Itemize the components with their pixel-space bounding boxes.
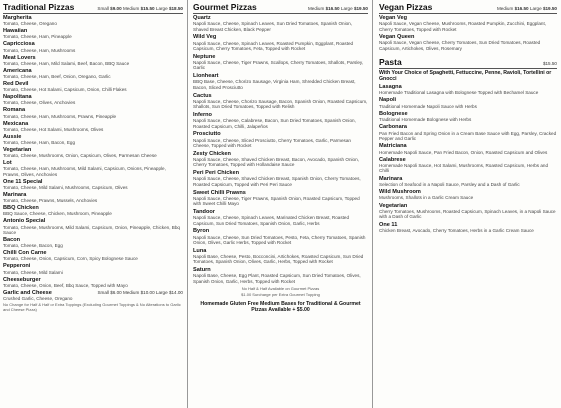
menu-item xyxy=(3,160,183,177)
item-description: Crushed Garlic, Cheese, Oregano xyxy=(3,296,73,302)
item-description: Tomato, Cheese, Onion, Beef, Bbq Sauce, Topped with Mayo xyxy=(3,282,128,288)
item-name: Wild Mushroom xyxy=(379,189,421,196)
vegan-pasta-column xyxy=(372,0,561,408)
menu-item xyxy=(193,228,368,245)
menu-item xyxy=(3,263,183,275)
item-name: Marinara xyxy=(3,192,27,199)
item-name: Hawaiian xyxy=(3,28,28,35)
menu-item xyxy=(379,157,557,174)
item-description: Napoli Sauce, Cheese, Spinach Leaves, Roasted Pumpkin, Eggplant, Roasted Capsicum, Cherry Tomatoes, Feta, Topped with Rocket xyxy=(193,40,354,52)
item-description: Napoli Sauce, Cheese, Sliced Prosciutto, Cherry Tomatoes, Garlic, Parmesan Cheese, Topped with Rocket xyxy=(193,137,351,149)
item-name: Marinara xyxy=(379,175,403,182)
menu-item xyxy=(3,218,183,235)
item-name: Inferno xyxy=(193,112,212,119)
item-name: Zesty Chicken xyxy=(193,150,231,157)
item-description: BBQ Sauce, Cheese, Chicken, Mushroom, Pineapple xyxy=(3,211,112,217)
item-name: Lasagna xyxy=(379,83,402,90)
item-name: Vegetarian xyxy=(379,202,408,209)
item-description: Tomato, Cheese, Ham, Mushrooms xyxy=(3,47,76,53)
item-description: Pan Fried Bacon and Spring Onion in a Cream Base Sauce with Egg, Parsley, Cracked Pepper and Garlic xyxy=(379,130,557,142)
item-name: Garlic and Cheese xyxy=(3,289,52,296)
menu-item xyxy=(379,15,557,32)
menu-item xyxy=(3,94,183,106)
item-description: Napoli Sauce, Cheese, Tiger Prawns, Scallops, Cherry Tomatoes, Shallots, Parsley, Garlic xyxy=(193,60,364,71)
traditional-sizes: Small $9.00 Medium $15.50 Large $18.50 xyxy=(97,6,183,11)
item-name: Lot xyxy=(3,160,12,167)
menu-item xyxy=(3,55,183,67)
traditional-header xyxy=(3,2,183,14)
item-description: Tomato, Cheese, Hot Salami, Mushrooms, Olives xyxy=(3,126,104,132)
item-description: Tomato, Cheese, Mild Salami xyxy=(3,269,63,275)
pasta-price: $15.50 xyxy=(542,60,557,66)
gourmet-header xyxy=(193,2,368,14)
menu-item xyxy=(193,151,368,168)
item-name: Romana xyxy=(3,107,26,114)
menu-item xyxy=(3,28,183,40)
menu-item xyxy=(3,15,183,27)
item-description: Napoli Sauce, Vegan Cheese, Mushrooms, Roasted Pumpkin, Zucchini, Eggplant, Cherry Tomatoes, Topped with Rocket xyxy=(379,21,546,32)
item-name: Capricciosa xyxy=(3,41,35,48)
item-description: Napoli Sauce, Cheese, Shaved Chicken Breast, Spanish Onion, Cherry Tomatoes, Roasted Capsicum, Topped with Peri Peri Sauce xyxy=(193,176,361,187)
item-name: Matriciana xyxy=(379,143,407,150)
menu-item xyxy=(3,250,183,262)
vegan-header xyxy=(379,2,557,14)
item-name: Carbonara xyxy=(379,124,407,131)
item-name: Cheeseburger xyxy=(3,276,41,283)
item-name: Cactus xyxy=(193,92,212,99)
item-description: Tomato, Cheese, Ham, Beef, Onion, Oregano, Garlic xyxy=(3,74,111,80)
item-name: BBQ Chicken xyxy=(3,205,39,212)
item-description: Tomato, Cheese, Oregano xyxy=(3,21,57,27)
vegan-title: Vegan Pizzas xyxy=(379,2,433,12)
item-name: Byron xyxy=(193,228,210,235)
item-name: Sweet Chilli Prawns xyxy=(193,189,246,196)
traditional-list xyxy=(3,15,183,288)
item-description: Tomato, Cheese, Ham, Pineapple xyxy=(3,34,72,40)
menu-item-garlic-cheese xyxy=(3,290,183,302)
gourmet-list xyxy=(193,15,368,284)
item-name: Wild Veg xyxy=(193,34,217,41)
pasta-intro: With Your Choice of Spaghetti, Fettuccine, Penne, Ravioli, Tortellini or Gnocci xyxy=(379,69,552,82)
menu-item xyxy=(193,267,368,284)
item-description: Napoli Sauce, Cheese, Shaved Chicken Breast, Bacon, Avocado, Spanish Onion, Cherry Tomatoes, Topped with Hollandaise Sauce xyxy=(193,157,359,168)
menu-item xyxy=(3,81,183,93)
item-name: Aussie xyxy=(3,133,22,140)
item-description: Napoli Sauce, Cheese, Calabrese, Bacon, Sun Dried Tomatoes, Spanish Onion, Roasted Capsicum, Chilli, Jalapeños xyxy=(193,118,356,129)
vegan-sizes: Medium $16.50 Large $19.50 xyxy=(496,6,557,11)
item-description: BBQ Base, Cheese, Chorizo Sausage, Virginia Ham, Shredded Chicken Breast, Bacon, Sliced Prosciutto xyxy=(193,79,356,90)
menu-item xyxy=(193,170,368,187)
menu-item xyxy=(379,176,557,188)
gourmet-sizes: Medium $16.50 Large $19.50 xyxy=(307,6,368,11)
gourmet-note-1: No Half & Half Available on Gourmet Pizzas xyxy=(241,285,320,291)
item-name: Meat Lovers xyxy=(3,54,36,61)
item-description: Napoli Base, Cheese, Pesto, Bocconcini, Artichokes, Roasted Capsicum, Sun Dried Tomatoes, Spanish Onion, Olives, Garlic, Herbs, Topped with Rocket xyxy=(193,254,364,265)
pasta-list xyxy=(379,84,557,233)
menu-item xyxy=(193,112,368,129)
item-description: Tomato, Cheese, Mild Salami, Mushrooms, Capsicum, Olives xyxy=(3,185,128,191)
menu-item xyxy=(3,192,183,204)
item-description: Tomato, Cheese, Hot Salami, Capsicum, Onion, Chilli Flakes xyxy=(3,87,127,93)
menu-item xyxy=(379,203,557,220)
menu-item xyxy=(193,15,368,32)
item-price: Small $6.00 Medium $10.00 Large $14.00 xyxy=(97,289,183,295)
gourmet-title: Gourmet Pizzas xyxy=(193,2,257,12)
item-name: Luna xyxy=(193,247,207,254)
menu-item xyxy=(379,189,557,201)
item-name: Napolitana xyxy=(3,94,32,101)
item-name: Saturn xyxy=(193,267,211,274)
item-name: Bolognese xyxy=(379,110,408,117)
item-name: Vegan Queen xyxy=(379,33,415,40)
item-name: Mexicana xyxy=(3,120,29,127)
menu-item xyxy=(379,222,557,234)
item-name: Napoli xyxy=(379,97,397,104)
item-description: Napoli Sauce, Cheese, Sun Dried Tomatoes, Pesto, Feta, Cherry Tomatoes, Spanish Onion, Olives, Garlic Herbs, Topped with Rocket xyxy=(193,234,366,246)
menu-item xyxy=(3,68,183,80)
item-name: Bacon xyxy=(3,237,21,244)
item-description: Chicken Breast, Avocado, Cherry Tomatoes, Herbs in a Garlic Cream Sauce xyxy=(379,227,534,233)
menu-item xyxy=(379,111,557,123)
menu-item xyxy=(379,124,557,141)
item-description: Tomato, Cheese, Ham, Mild Salami, Beef, Bacon, BBQ Sauce xyxy=(3,60,130,66)
item-description: Tomato, Cheese, Ham, Mushrooms, Prawns, Pineapple xyxy=(3,113,117,119)
menu-item xyxy=(3,41,183,53)
menu-item xyxy=(379,84,557,96)
item-name: Calabrese xyxy=(379,156,406,163)
menu-item xyxy=(3,121,183,133)
gluten-free-banner: Homemade Gluten Free Medium Bases for Traditional & Gourmet Pizzas Available + $5.00 xyxy=(200,300,361,314)
item-description: Napoli Sauce, Cheese, Tiger Prawns, Spanish Onion, Roasted Capsicum, Topped with Sweet Chilli Mayo xyxy=(193,195,360,207)
menu-item xyxy=(193,248,368,265)
item-name: Antonio Special xyxy=(3,218,46,225)
item-description: Napoli Sauce, Cheese, Spinach Leaves, Sun Dried Tomatoes, Spanish Onion, Shaved Breast Chicken, Black Pepper xyxy=(193,21,353,32)
item-name: Vegan Veg xyxy=(379,15,407,21)
footnote: No Change for Half & Half or Extra Toppings (Excluding Gourmet Toppings & No Alterations to Garlic and Cheese Pizza) xyxy=(3,302,181,312)
item-description: Tomato, Cheese, Bacon, Egg xyxy=(3,243,63,249)
item-name: Prosciutto xyxy=(193,131,221,138)
item-name: One 11 xyxy=(379,221,398,228)
item-description: Napoli Sauce, Cheese, Spinach Leaves, Marinated Chicken Breast, Roasted Capsicum, Sun Dried Tomatoes, Spanish Onion, Garlic, Herbs xyxy=(193,215,350,226)
menu-item xyxy=(379,34,557,51)
menu-item xyxy=(193,93,368,110)
menu-item xyxy=(193,190,368,207)
item-description: Cherry Tomatoes, Mushrooms, Roasted Capsicum, Spinach Leaves, in a Napoli Sauce with a Dash of Garlic xyxy=(379,208,556,220)
item-name: Lionheart xyxy=(193,73,219,80)
menu-item xyxy=(3,179,183,191)
gourmet-pizzas-column xyxy=(187,0,372,408)
item-name: Americana xyxy=(3,67,32,74)
pasta-header xyxy=(379,57,557,69)
item-description: Tomato, Cheese, Mushrooms, Mild Salami, Capsicum, Onion, Pineapple, Chicken, Bbq Sauce xyxy=(3,224,180,236)
menu-item xyxy=(193,54,368,71)
menu-item xyxy=(3,237,183,249)
item-description: Tomato, Cheese, Ham, Mushrooms, Mild Salami, Capsicum, Onions, Pineapple, Prawns, Olives, Anchovies xyxy=(3,166,166,177)
item-description: Napoli Base, Cheese, Egg Plant, Roasted Capsicum, Sun Dried Tomatoes, Olives, Spanish Onion, Garlic, Herbs, Topped with Rocket xyxy=(193,273,361,284)
menu-item xyxy=(3,205,183,217)
item-name: Quartz xyxy=(193,15,211,21)
item-description: Tomato, Cheese, Prawns, Mussels, Anchovies xyxy=(3,198,98,204)
item-description: Tomato, Cheese, Mushrooms, Onion, Capsicum, Olives, Parmesan Cheese xyxy=(3,153,157,159)
menu-item xyxy=(3,134,183,146)
item-description: Tomato, Cheese, Olives, Anchovies xyxy=(3,100,76,106)
item-description: Tomato, Cheese, Ham, Bacon, Egg xyxy=(3,140,76,146)
item-description: Napoli Sauce, Cheese, Chorizo Sausage, Bacon, Spanish Onion, Roasted Capsicum, Shallots, Sun Dried Tomatoes, Topped with Relish xyxy=(193,98,368,110)
item-description: Selection of Seafood in a Napoli Sauce, Parsley and a Dash of Garlic xyxy=(379,181,520,187)
item-name: Neptune xyxy=(193,53,216,60)
menu-item xyxy=(379,143,557,155)
traditional-pizzas-column xyxy=(0,0,187,408)
menu-item xyxy=(379,97,557,109)
item-description: Homemade Traditional Lasagna with Bolognese Topped with Bechamel Sauce xyxy=(379,90,539,96)
item-name: Peri Peri Chicken xyxy=(193,170,240,177)
menu-item xyxy=(3,277,183,289)
item-name: Vegetarian xyxy=(3,147,32,154)
pasta-title: Pasta xyxy=(379,56,402,67)
item-description: Homemade Napoli Sauce, Pan Fried Bacon, Onion, Roasted Capsicum and Olives xyxy=(379,149,548,155)
item-description: Mushrooms, Shallots in a Garlic Cream Sauce xyxy=(379,195,474,201)
item-description: Traditional Homemade Bolognese with Herbs xyxy=(379,117,472,123)
item-name: Tandoor xyxy=(193,209,215,216)
item-description: Napoli Sauce, Vegan Cheese, Cherry Tomatoes, Sun Dried Tomatoes, Roasted Capsicum, Artichokes, Olives, Rosemary xyxy=(379,40,541,51)
gourmet-note-2: $1.00 Surcharge per Extra Gourmet Topping xyxy=(241,292,320,298)
traditional-title: Traditional Pizzas xyxy=(3,2,75,12)
menu-item xyxy=(3,147,183,159)
item-name: One 11 Special xyxy=(3,178,43,185)
item-name: Red Devil xyxy=(3,81,29,88)
item-name: Chilli Con Carne xyxy=(3,250,47,257)
menu-item xyxy=(193,73,368,90)
item-description: Homemade Napoli Sauce, Hot Salami, Mushrooms, Roasted Capsicum, Herbs and Chilli xyxy=(379,163,549,174)
vegan-list xyxy=(379,15,557,51)
menu-item xyxy=(3,107,183,119)
menu-item xyxy=(193,34,368,51)
menu-item xyxy=(193,209,368,226)
menu-item xyxy=(193,131,368,148)
item-name: Pepperoni xyxy=(3,263,31,270)
item-name: Margherita xyxy=(3,15,32,21)
item-description: Traditional Homemade Napoli Sauce with Herbs xyxy=(379,103,477,109)
item-description: Tomato, Cheese, Onion, Capsicum, Corn, Spicy Bolognese Sauce xyxy=(3,256,138,262)
